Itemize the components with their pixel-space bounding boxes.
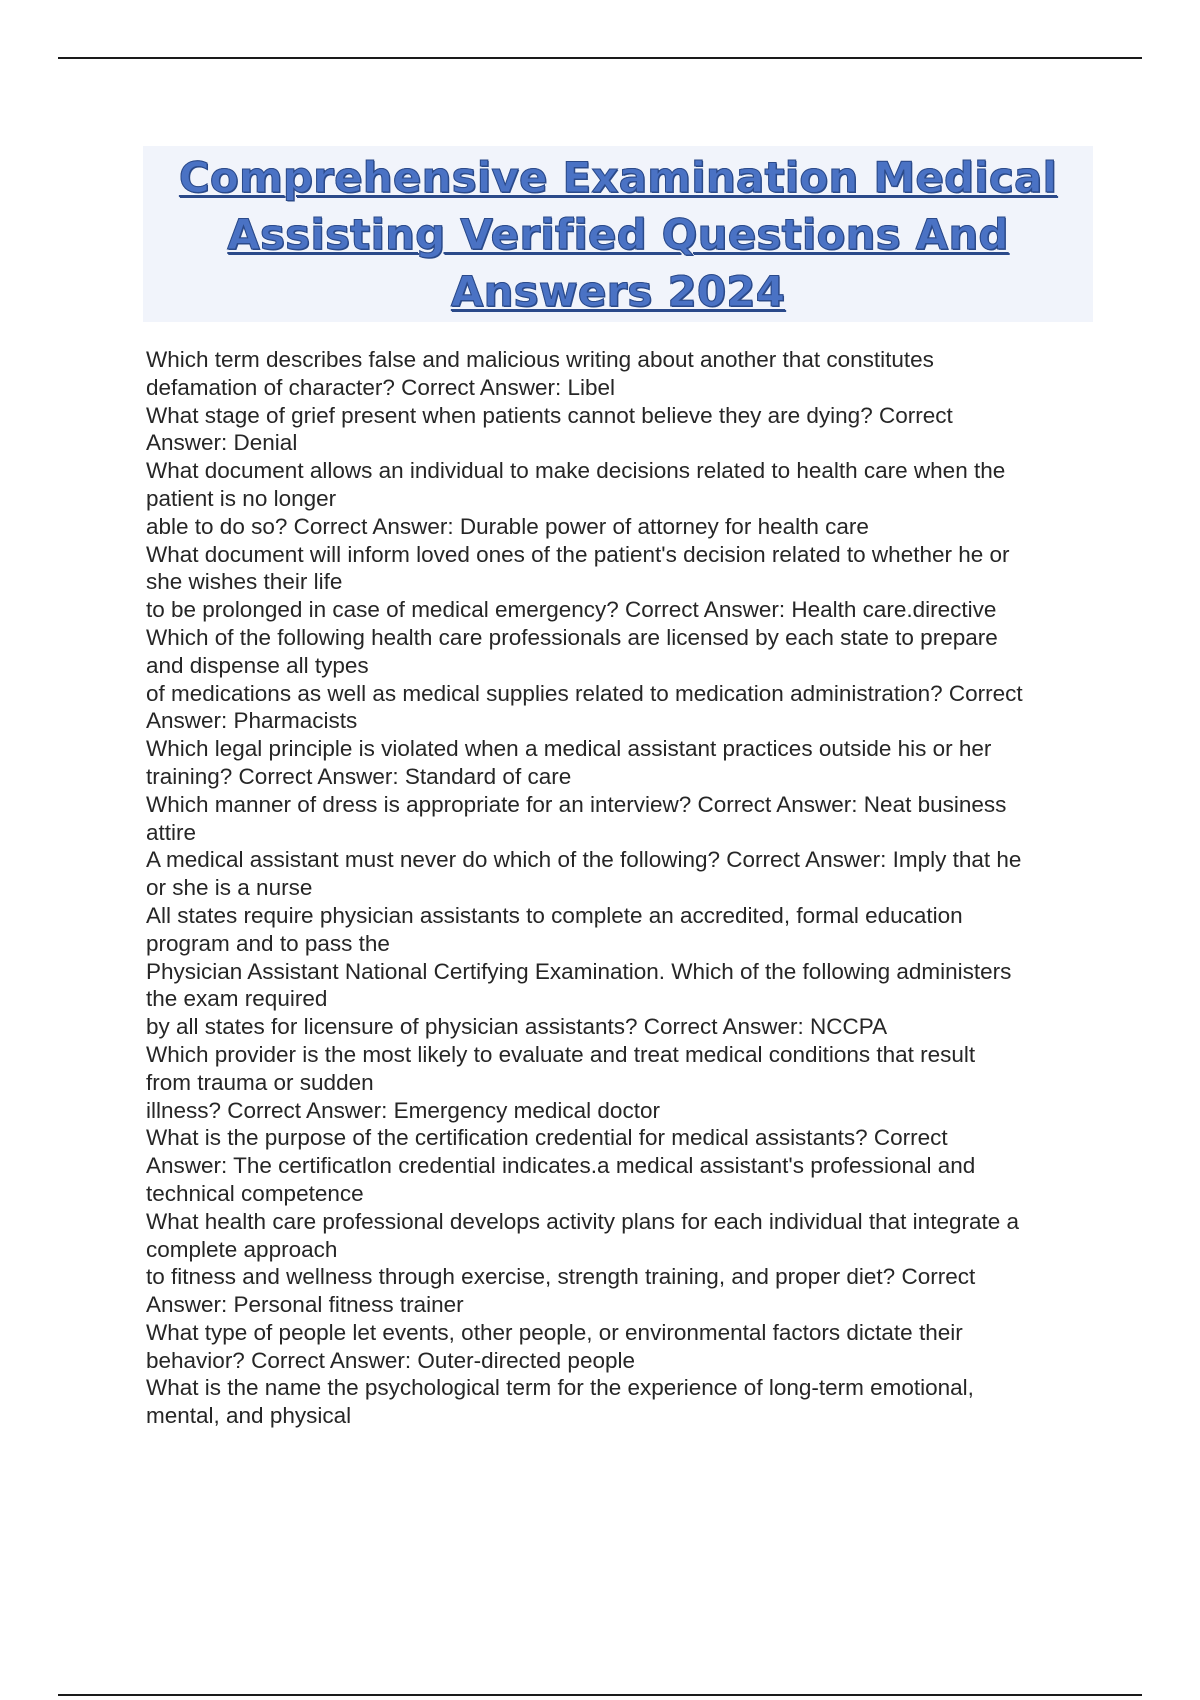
text-line: Answer: The certificatlon credential indicates.a medical assistant's professional and bbox=[146, 1153, 976, 1179]
text-line: or she is a nurse bbox=[146, 875, 313, 901]
text-line: A medical assistant must never do which of the following? Correct Answer: Imply that he bbox=[146, 847, 1022, 873]
text-line: to fitness and wellness through exercise, strength training, and proper diet? Correct bbox=[146, 1264, 976, 1290]
text-line: attire bbox=[146, 819, 197, 845]
text-line: the exam required bbox=[146, 986, 328, 1012]
text-line: behavior? Correct Answer: Outer-directed people bbox=[146, 1347, 636, 1373]
text-line: Answer: Pharmacists bbox=[146, 708, 358, 734]
qa-content bbox=[146, 346, 1096, 1430]
text-line: she wishes their life bbox=[146, 569, 343, 595]
text-line: Which of the following health care professionals are licensed by each state to prepare bbox=[146, 624, 998, 650]
text-line: Physician Assistant National Certifying Examination. Which of the following administers bbox=[146, 958, 1012, 984]
text-line: What stage of grief present when patients cannot believe they are dying? Correct bbox=[146, 402, 953, 428]
text-line: Which legal principle is violated when a medical assistant practices outside his or her bbox=[146, 736, 992, 762]
text-line: Answer: Personal fitness trainer bbox=[146, 1292, 464, 1318]
text-line: by all states for licensure of physician assistants? Correct Answer: NCCPA bbox=[146, 1014, 888, 1040]
text-line: and dispense all types bbox=[146, 652, 369, 678]
text-line: from trauma or sudden bbox=[146, 1069, 374, 1095]
document-title: Comprehensive Examination Medical Assisting Verified Questions And Answers 2024 bbox=[178, 152, 1058, 316]
text-line: What document allows an individual to make decisions related to health care when the bbox=[146, 458, 1006, 484]
text-line: What health care professional develops activity plans for each individual that integrate a bbox=[146, 1208, 1020, 1234]
text-line: defamation of character? Correct Answer: Libel bbox=[146, 374, 615, 400]
text-line: to be prolonged in case of medical emergency? Correct Answer: Health care.directive bbox=[146, 597, 997, 623]
title-banner bbox=[143, 146, 1093, 322]
text-line: complete approach bbox=[146, 1236, 338, 1262]
text-line: All states require physician assistants to complete an accredited, formal education bbox=[146, 902, 963, 928]
text-line: mental, and physical bbox=[146, 1403, 352, 1429]
text-line: What is the purpose of the certification credential for medical assistants? Correct bbox=[146, 1125, 948, 1151]
text-line: illness? Correct Answer: Emergency medical doctor bbox=[146, 1097, 660, 1123]
text-line: Answer: Denial bbox=[146, 430, 298, 456]
text-line: What type of people let events, other people, or environmental factors dictate their bbox=[146, 1319, 963, 1345]
text-line: Which term describes false and malicious writing about another that constitutes bbox=[146, 347, 934, 372]
text-line: Which manner of dress is appropriate for an interview? Correct Answer: Neat business bbox=[146, 791, 1007, 817]
text-line: What document will inform loved ones of the patient's decision related to whether he or bbox=[146, 541, 1010, 567]
header-rule bbox=[58, 57, 1142, 59]
text-line: patient is no longer bbox=[146, 485, 337, 511]
text-line: Which provider is the most likely to evaluate and treat medical conditions that result bbox=[146, 1041, 976, 1067]
text-line: What is the name the psychological term for the experience of long-term emotional, bbox=[146, 1375, 974, 1401]
text-line: able to do so? Correct Answer: Durable power of attorney for health care bbox=[146, 513, 869, 539]
footer-rule bbox=[58, 1694, 1142, 1696]
text-line: of medications as well as medical supplies related to medication administration? Correct bbox=[146, 680, 1023, 706]
text-line: program and to pass the bbox=[146, 930, 390, 956]
text-line: training? Correct Answer: Standard of care bbox=[146, 763, 572, 789]
text-line: technical competence bbox=[146, 1180, 364, 1206]
